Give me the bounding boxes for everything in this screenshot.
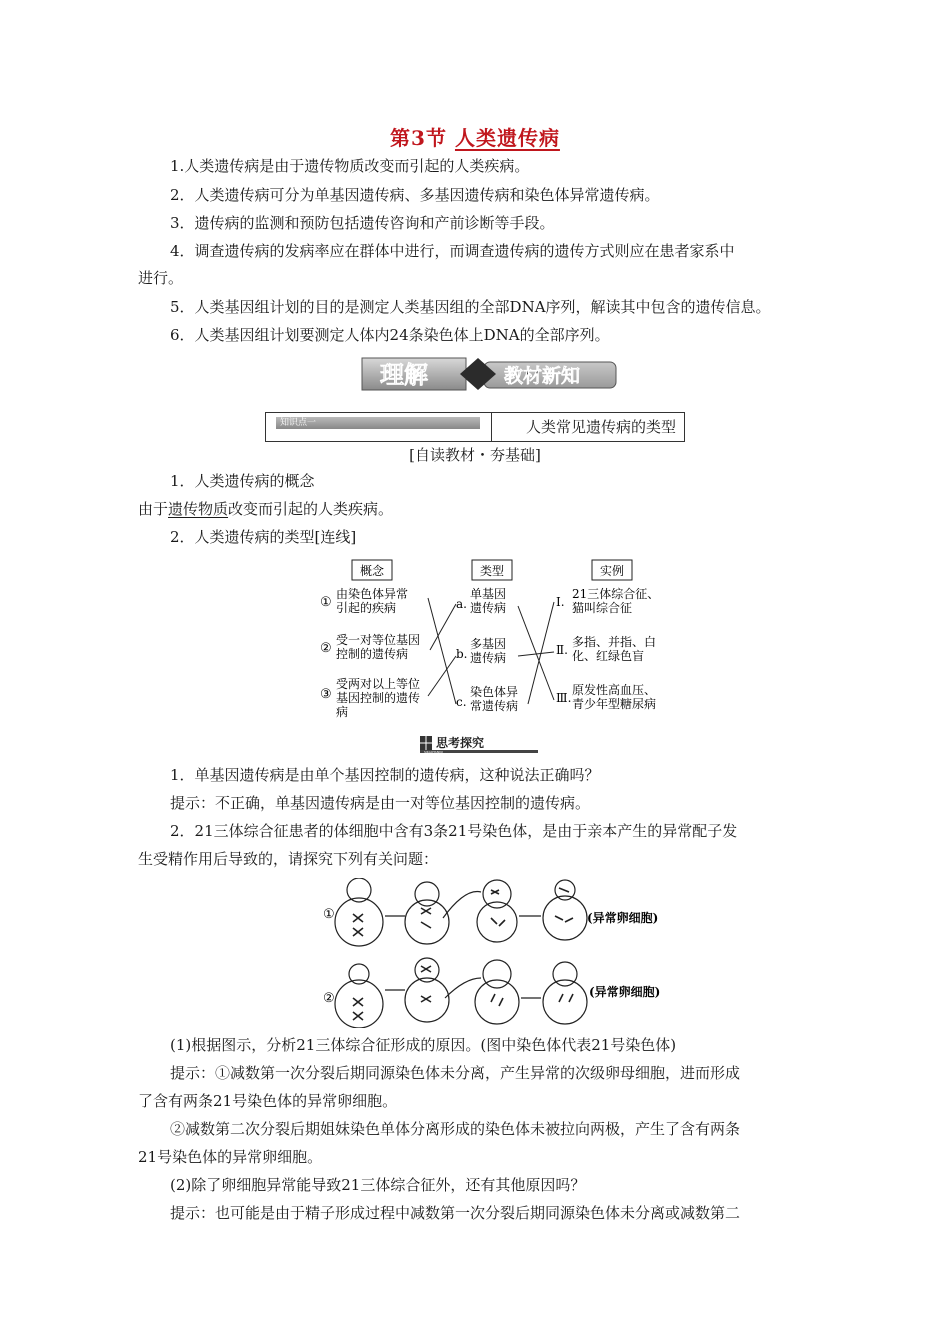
row2-mark: ② [323, 991, 335, 1006]
header-example: 实例 [599, 564, 625, 578]
concept-line: 受一对等位基因 [336, 633, 421, 647]
example-line: 化、红绿色盲 [572, 649, 645, 663]
section-name: 人类遗传病 [454, 126, 560, 150]
qa-line: 1．单基因遗传病是由单个基因控制的遗传病，这种说法正确吗？ [170, 766, 600, 784]
knowledge-point-title: 人类常见遗传病的类型 [526, 418, 677, 436]
abnormal-egg-label: (异常卵细胞) [589, 985, 661, 999]
types-heading: 2．人类遗传病的类型[连线] [170, 528, 357, 546]
type-line: 多基因 [470, 637, 507, 651]
analysis-line: 提示：①减数第一次分裂后期同源染色体未分离，产生异常的次级卵母细胞，进而形成 [170, 1064, 741, 1082]
example-line: 21三体综合征、 [572, 587, 660, 601]
qa-line: 提示：不正确，单基因遗传病是由一对等位基因控制的遗传病。 [170, 794, 591, 812]
concept-line: 由染色体异常 [336, 587, 409, 601]
concept-mark: ② [320, 641, 332, 656]
section-banner [360, 354, 620, 394]
summary-line: 4．调查遗传病的发病率应在群体中进行，而调查遗传病的遗传方式则应在患者家系中 [170, 242, 735, 260]
analysis-line: (2)除了卵细胞异常能导致21三体综合征外，还有其他原因吗？ [170, 1176, 586, 1194]
concept-pre: 由于 [138, 500, 169, 518]
concept-line: 控制的遗传病 [336, 647, 409, 661]
example-line: 原发性高血压、 [572, 683, 657, 697]
concept-mark: ③ [320, 687, 332, 702]
type-line: 染色体异 [470, 685, 519, 699]
type-mark: b. [456, 647, 468, 661]
concept-line: 引起的疾病 [336, 601, 397, 615]
summary-line: 6．人类基因组计划要测定人体内24条染色体上DNA的全部序列。 [170, 326, 610, 344]
summary-line: 1.人类遗传病是由于遗传物质改变而引起的人类疾病。 [170, 157, 530, 175]
concept-mark: ① [320, 595, 332, 610]
page-title [0, 122, 950, 151]
type-line: 遗传病 [470, 601, 507, 615]
header-concept: 概念 [359, 564, 385, 578]
analysis-line: 了含有两条21号染色体的异常卵细胞。 [138, 1092, 398, 1110]
subtitle: [自读教材・夯基础] [409, 446, 541, 464]
matching-diagram [310, 558, 670, 718]
analysis-line: 21号染色体的异常卵细胞。 [138, 1148, 323, 1166]
abnormal-egg-label: (异常卵细胞) [587, 911, 659, 925]
example-line: 多指、并指、白 [572, 635, 657, 649]
summary-line: 2．人类遗传病可分为单基因遗传病、多基因遗传病和染色体异常遗传病。 [170, 186, 660, 204]
knowledge-point-tag: 知识点一 [276, 417, 480, 429]
think-explore-logo [420, 735, 538, 753]
qa-line: 2．21三体综合征患者的体细胞中含有3条21号染色体，是由于亲本产生的异常配子发 [170, 822, 738, 840]
analysis-line: 提示：也可能是由于精子形成过程中减数第一次分裂后期同源染色体未分离或减数第二 [170, 1204, 741, 1222]
type-line: 单基因 [470, 587, 507, 601]
type-line: 常遗传病 [470, 699, 519, 713]
concept-line: 病 [336, 705, 349, 718]
cell-division-figure [315, 878, 695, 1028]
example-mark: Ⅱ. [556, 643, 568, 657]
summary-line: 3．遗传病的监测和预防包括遗传咨询和产前诊断等手段。 [170, 214, 555, 232]
example-mark: Ⅰ. [556, 595, 565, 609]
section-number: 第3节 [390, 126, 447, 150]
concept-heading: 1．人类遗传病的概念 [170, 472, 315, 490]
box-divider [491, 413, 492, 441]
banner-left-text: 理解 [380, 360, 428, 389]
concept-post: 改变而引起的人类疾病。 [228, 500, 394, 518]
type-mark: a. [456, 597, 467, 611]
summary-line: 5．人类基因组计划的目的是测定人类基因组的全部DNA序列，解读其中包含的遗传信息。 [170, 298, 771, 316]
concept-underlined: 遗传物质 [168, 500, 229, 518]
type-line: 遗传病 [470, 651, 507, 665]
header-type: 类型 [479, 564, 505, 578]
concept-line: 受两对以上等位 [336, 677, 421, 691]
concept-line: 基因控制的遗传 [336, 691, 421, 705]
concept-text [138, 498, 818, 520]
summary-line: 进行。 [138, 269, 184, 287]
analysis-line: ②减数第二次分裂后期姐妹染色单体分离形成的染色体未被拉向两极，产生了含有两条 [170, 1120, 741, 1138]
banner-right-text: 教材新知 [504, 365, 581, 387]
type-mark: c. [456, 695, 467, 709]
analysis-line: (1)根据图示，分析21三体综合征形成的原因。(图中染色体代表21号染色体) [170, 1036, 677, 1054]
example-line: 猫叫综合征 [572, 601, 633, 615]
row1-mark: ① [323, 907, 335, 922]
knowledge-point-box [265, 412, 685, 442]
think-pinyin: SIKAOTANJIU [424, 750, 443, 753]
qa-line: 生受精作用后导致的，请探究下列有关问题： [138, 850, 439, 868]
example-line: 青少年型糖尿病 [572, 697, 657, 711]
think-label: 思考探究 [436, 736, 485, 750]
example-mark: Ⅲ. [556, 691, 572, 705]
